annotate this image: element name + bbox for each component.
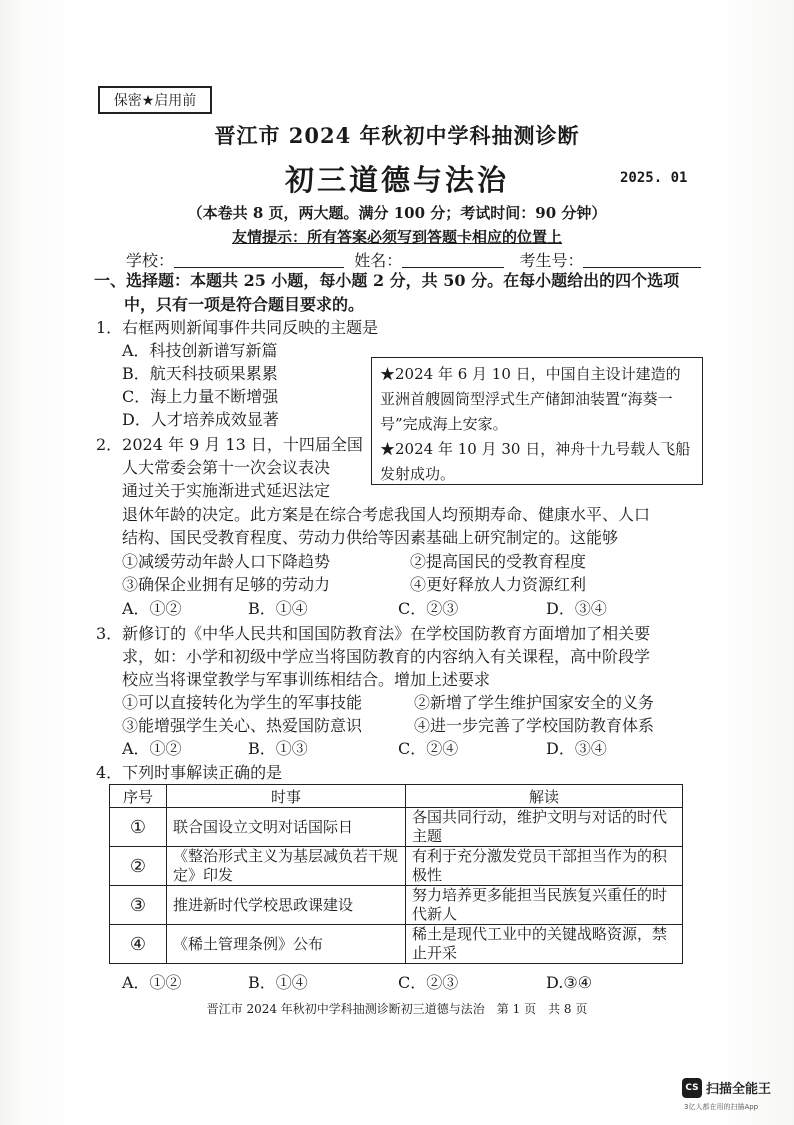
q2-stem-line: 结构、国民受教育程度、劳动力供给等因素基础上研究制定的。这能够: [122, 528, 619, 547]
q2-item: ②提高国民的受教育程度: [410, 552, 587, 571]
exam-info: （本卷共 8 页，两大题。满分 100 分；考试时间：90 分钟）: [187, 204, 607, 222]
q1-option-a: A．科技创新谱写新篇: [122, 341, 278, 360]
row-event: 《整治形式主义为基层减负若干规定》印发: [167, 847, 406, 886]
q1-option-c: C．海上力量不断增强: [122, 387, 279, 406]
q3-item: ②新增了学生维护国家安全的义务: [414, 693, 655, 712]
q1-option-d: D．人才培养成效显著: [122, 410, 279, 429]
q2-stem-line: 人大常委会第十一次会议表决: [122, 458, 331, 477]
row-number: ②: [110, 847, 167, 886]
q4-stem: 4．下列时事解读正确的是: [96, 763, 283, 782]
row-reading: 有利于充分激发党员干部担当作为的积极性: [406, 847, 683, 886]
camscanner-name: 扫描全能王: [706, 1082, 772, 1097]
table-row: [110, 925, 683, 964]
row-reading: 稀土是现代工业中的关键战略资源，禁止开采: [406, 925, 683, 964]
candidate-fields: [126, 248, 701, 271]
exam-no-blank[interactable]: [583, 252, 701, 268]
q2-item: ①减缓劳动年龄人口下降趋势: [122, 552, 331, 571]
column-header-reading: 解读: [406, 785, 683, 808]
school-blank[interactable]: [174, 252, 344, 268]
q3-stem-line: 求，如：小学和初级中学应当将国防教育的内容纳入有关课程，高中阶段学: [122, 647, 651, 666]
q3-stem-line: 校应当将课堂教学与军事训练相结合。增加上述要求: [122, 670, 491, 689]
q1-stem: 1．右框两则新闻事件共同反映的主题是: [96, 318, 379, 337]
q4-choice-c: C．②③: [398, 973, 459, 992]
q3-item: ④进一步完善了学校国防教育体系: [414, 716, 655, 735]
friendly-tip: 友情提示：所有答案必须写到答题卡相应的位置上: [231, 228, 562, 246]
q3-item: ③能增强学生关心、热爱国防意识: [122, 716, 363, 735]
camscanner-logo-icon: CS: [682, 1078, 702, 1098]
table-row: [110, 847, 683, 886]
q3-choice-b: B．①③: [248, 739, 308, 758]
row-reading: 努力培养更多能担当民族复兴重任的时代新人: [406, 886, 683, 925]
news-item: ★2024 年 6 月 10 日，中国自主设计建造的亚洲首艘圆筒型浮式生产储卸油装置“海葵一号”完成海上安家。: [380, 365, 681, 433]
name-blank[interactable]: [402, 252, 504, 268]
row-reading: 各国共同行动，维护文明与对话的时代主题: [406, 808, 683, 847]
column-header-no: 序号: [110, 785, 167, 808]
row-number: ③: [110, 886, 167, 925]
q2-stem-line: 2．2024 年 9 月 13 日，十四届全国: [96, 435, 363, 454]
name-label: 姓名：: [354, 251, 403, 270]
row-number: ①: [110, 808, 167, 847]
q2-item: ④更好释放人力资源红利: [410, 575, 587, 594]
q3-stem-line: 3．新修订的《中华人民共和国国防教育法》在学校国防教育方面增加了相关要: [96, 624, 651, 643]
q3-item: ①可以直接转化为学生的军事技能: [122, 693, 363, 712]
exam-date: 2025. 01: [620, 170, 688, 186]
row-event: 《稀土管理条例》公布: [167, 925, 406, 964]
row-event: 联合国设立文明对话国际日: [167, 808, 406, 847]
row-event: 推进新时代学校思政课建设: [167, 886, 406, 925]
confidential-stamp: 保密★启用前: [98, 86, 212, 114]
table-header-row: [110, 785, 683, 808]
q4-choice-a: A．①②: [122, 973, 182, 992]
column-header-event: 时事: [167, 785, 406, 808]
q2-choice-a: A．①②: [122, 599, 182, 618]
exam-no-label: 考生号：: [519, 251, 584, 270]
q4-choice-d: D.③④: [546, 973, 593, 992]
q2-item: ③确保企业拥有足够的劳动力: [122, 575, 331, 594]
section1-heading-cont: 中，只有一项是符合题目要求的。: [124, 295, 365, 314]
q2-choice-b: B．①④: [248, 599, 308, 618]
q3-choice-c: C．②④: [398, 739, 459, 758]
section1-heading: 一、选择题：本题共 25 小题，每小题 2 分，共 50 分。在每小题给出的四个选项: [94, 271, 680, 290]
q3-choice-a: A．①②: [122, 739, 182, 758]
table-row: [110, 808, 683, 847]
row-number: ④: [110, 925, 167, 964]
q3-choice-d: D．③④: [546, 739, 607, 758]
news-item: ★2024 年 10 月 30 日，神舟十九号载人飞船发射成功。: [380, 440, 691, 483]
table-row: [110, 886, 683, 925]
q1-option-b: B．航天科技硕果累累: [122, 364, 278, 383]
school-label: 学校：: [126, 251, 175, 270]
camscanner-tagline: 3亿人都在用的扫描App: [684, 1103, 759, 1111]
subject-title: 初三道德与法治: [284, 163, 509, 197]
q4-choice-b: B．①④: [248, 973, 308, 992]
q2-choice-c: C．②③: [398, 599, 459, 618]
q2-stem-line: 通过关于实施渐进式延迟法定: [122, 481, 331, 500]
q4-table: [109, 784, 683, 964]
q2-stem-line: 退休年龄的决定。此方案是在综合考虑我国人均预期寿命、健康水平、人口: [122, 505, 651, 524]
q2-choice-d: D．③④: [546, 599, 607, 618]
exam-title: 晋江市 2024 年秋初中学科抽测诊断: [214, 123, 580, 148]
page-footer: 晋江市 2024 年秋初中学科抽测诊断初三道德与法治 第 1 页 共 8 页: [206, 1002, 588, 1016]
news-box: [371, 357, 703, 485]
